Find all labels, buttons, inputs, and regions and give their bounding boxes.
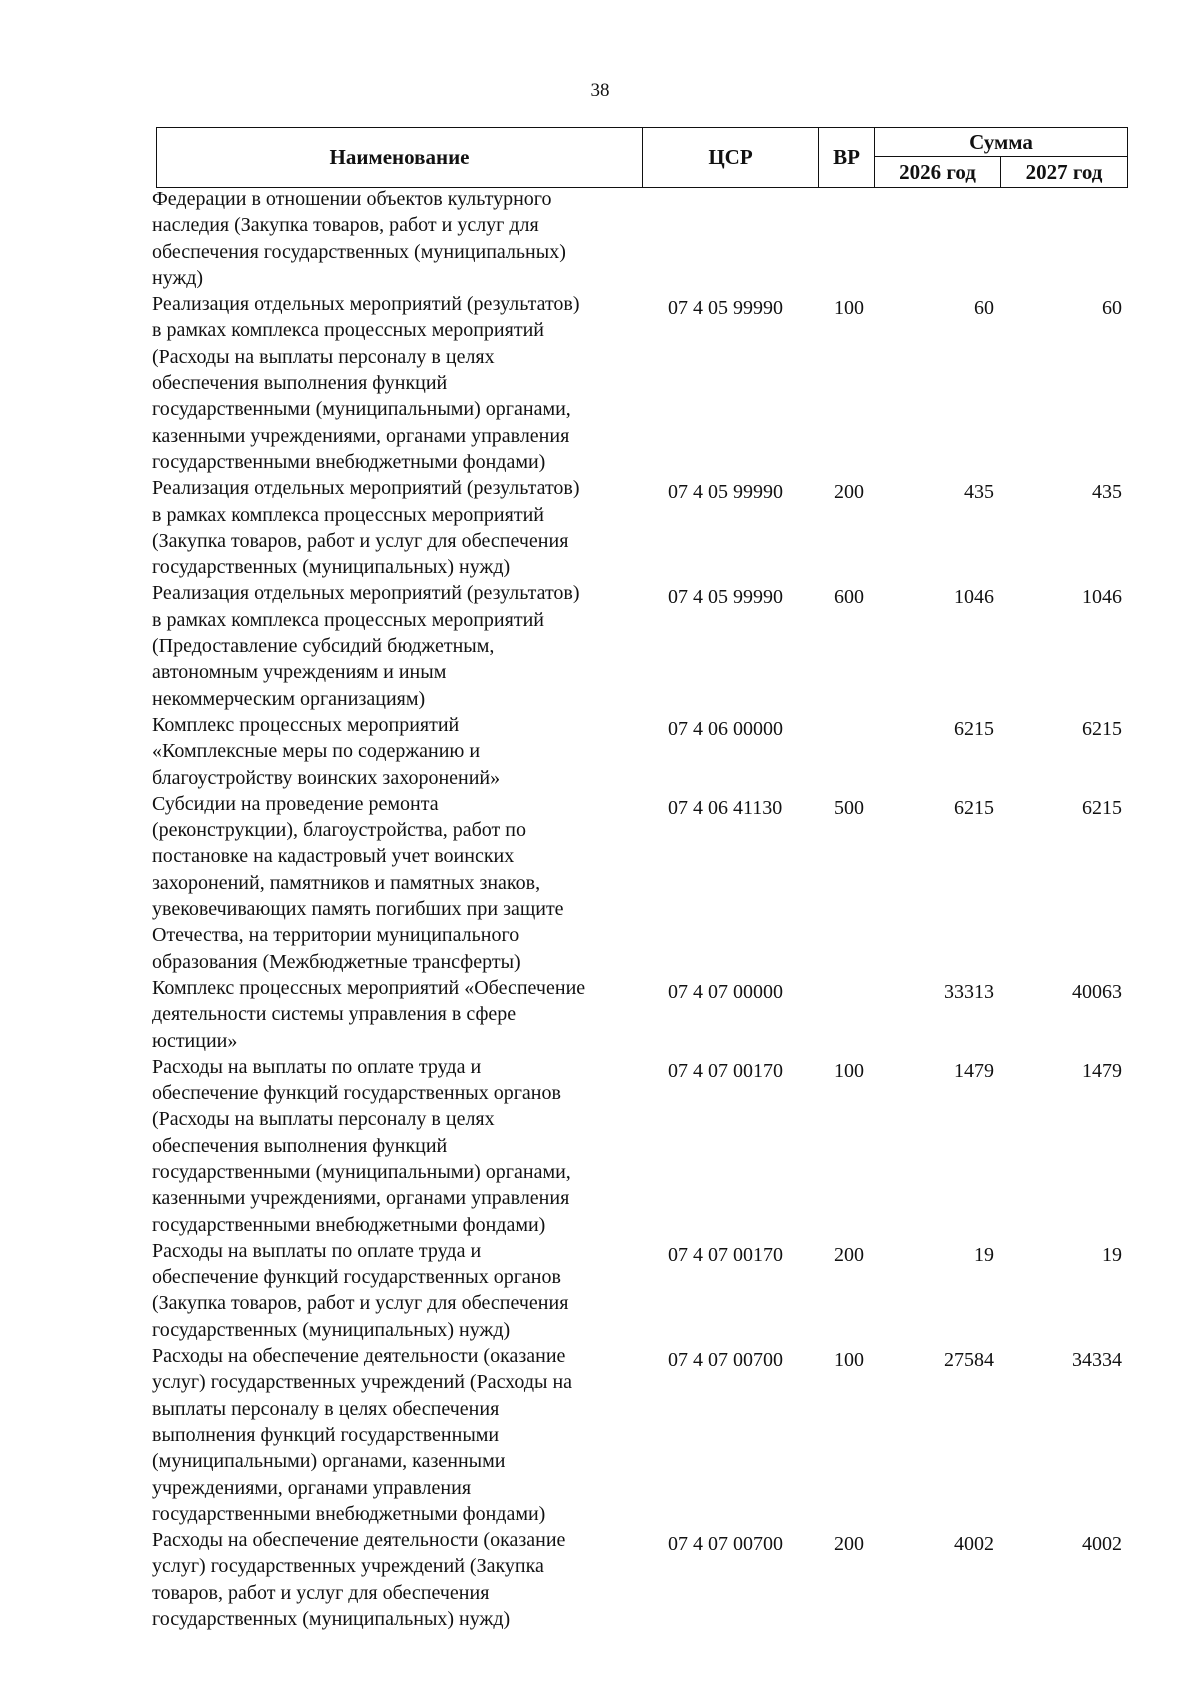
row-vr: 100 <box>834 1059 864 1082</box>
row-name-line: деятельности системы управления в сфере <box>152 1003 517 1026</box>
table-row <box>0 1343 1200 1527</box>
table-row <box>0 1054 1200 1238</box>
row-name-line: Субсидии на проведение ремонта <box>152 792 439 815</box>
header-year-2026: 2026 год <box>875 157 1001 187</box>
row-name-line: юстиции» <box>152 1029 238 1052</box>
row-name-line: Расходы на обеспечение деятельности (оказание <box>152 1345 566 1368</box>
row-name <box>152 712 632 791</box>
row-name <box>152 975 632 1054</box>
row-sum-2026: 1479 <box>954 1059 994 1082</box>
row-name-line: (Закупка товаров, работ и услуг для обеспечения <box>152 529 569 552</box>
header-name: Наименование <box>157 128 643 187</box>
row-csr: 07 4 07 00170 <box>668 1059 783 1082</box>
row-name-line: Расходы на выплаты по оплате труда и <box>152 1055 482 1078</box>
row-sum-2026: 1046 <box>954 586 994 609</box>
row-name-line: учреждениями, органами управления <box>152 1476 472 1499</box>
row-csr: 07 4 06 41130 <box>668 796 783 819</box>
row-name-line: услуг) государственных учреждений (Расходы на <box>152 1371 573 1394</box>
table-header <box>156 127 1128 188</box>
row-name-line: обеспечения выполнения функций <box>152 1134 448 1157</box>
row-name-line: (Предоставление субсидий бюджетным, <box>152 635 495 658</box>
row-name-line: обеспечения государственных (муниципальных) <box>152 240 566 263</box>
table-row <box>0 975 1200 1054</box>
row-vr: 600 <box>834 586 864 609</box>
row-sum-2027: 1479 <box>1082 1059 1122 1082</box>
row-name <box>152 580 632 711</box>
row-name <box>152 291 632 475</box>
row-sum-2026: 60 <box>974 297 994 320</box>
row-name-line: (Расходы на выплаты персоналу в целях <box>152 345 495 368</box>
row-name-line: услуг) государственных учреждений (Закупка <box>152 1555 544 1578</box>
table-row <box>0 791 1200 975</box>
row-name-line: государственными внебюджетными фондами) <box>152 450 546 473</box>
row-sum-2027: 435 <box>1092 481 1122 504</box>
header-sum: Сумма <box>875 128 1127 157</box>
row-name-line: Реализация отдельных мероприятий (результатов) <box>152 293 580 316</box>
row-name <box>152 791 632 975</box>
row-name-line: государственных (муниципальных) нужд) <box>152 556 511 579</box>
row-name-line: Реализация отдельных мероприятий (результатов) <box>152 582 580 605</box>
row-name-line: Расходы на выплаты по оплате труда и <box>152 1239 482 1262</box>
table-row <box>0 291 1200 475</box>
row-name-line: «Комплексные меры по содержанию и <box>152 740 481 763</box>
row-sum-2026: 27584 <box>944 1349 994 1372</box>
row-name-line: благоустройству воинских захоронений» <box>152 766 501 789</box>
row-csr: 07 4 07 00700 <box>668 1349 783 1372</box>
row-name-line: в рамках комплекса процессных мероприятий <box>152 503 544 526</box>
row-csr: 07 4 07 00000 <box>668 980 783 1003</box>
row-name-line: выплаты персоналу в целях обеспечения <box>152 1397 500 1420</box>
row-sum-2027: 19 <box>1102 1243 1122 1266</box>
header-vr: ВР <box>819 128 875 187</box>
row-vr: 200 <box>834 481 864 504</box>
row-name-line: казенными учреждениями, органами управления <box>152 1187 570 1210</box>
row-sum-2026: 435 <box>964 481 994 504</box>
row-name-line: в рамках комплекса процессных мероприятий <box>152 319 544 342</box>
row-sum-2026: 6215 <box>954 717 994 740</box>
row-name-line: казенными учреждениями, органами управления <box>152 424 570 447</box>
row-name-line: обеспечение функций государственных органов <box>152 1082 561 1105</box>
row-name-line: обеспечения выполнения функций <box>152 372 448 395</box>
row-name-line: Федерации в отношении объектов культурного <box>152 188 552 210</box>
row-vr: 200 <box>834 1533 864 1556</box>
row-name-line: (реконструкции), благоустройства, работ по <box>152 819 526 842</box>
row-name-line: обеспечение функций государственных органов <box>152 1266 561 1289</box>
row-vr: 100 <box>834 1349 864 1372</box>
row-sum-2027: 60 <box>1102 297 1122 320</box>
table-row <box>0 186 1200 291</box>
table-row <box>0 712 1200 791</box>
row-sum-2027: 6215 <box>1082 717 1122 740</box>
row-csr: 07 4 07 00700 <box>668 1533 783 1556</box>
row-csr: 07 4 05 99990 <box>668 481 783 504</box>
row-name-line: Расходы на обеспечение деятельности (оказание <box>152 1529 566 1552</box>
row-name-line: Комплекс процессных мероприятий <box>152 713 460 736</box>
row-sum-2027: 34334 <box>1072 1349 1122 1372</box>
row-name-line: Комплекс процессных мероприятий «Обеспечение <box>152 976 586 999</box>
row-csr: 07 4 05 99990 <box>668 586 783 609</box>
row-name-line: товаров, работ и услуг для обеспечения <box>152 1581 490 1604</box>
row-name-line: автономным учреждениям и иным <box>152 661 447 684</box>
row-name-line: образования (Межбюджетные трансферты) <box>152 950 521 973</box>
row-name-line: постановке на кадастровый учет воинских <box>152 845 515 868</box>
row-csr: 07 4 05 99990 <box>668 297 783 320</box>
table-row <box>0 580 1200 711</box>
row-name-line: (муниципальными) органами, казенными <box>152 1450 506 1473</box>
row-sum-2026: 6215 <box>954 796 994 819</box>
row-name-line: (Расходы на выплаты персоналу в целях <box>152 1108 495 1131</box>
row-name <box>152 1343 632 1527</box>
row-name-line: в рамках комплекса процессных мероприятий <box>152 608 544 631</box>
row-sum-2027: 4002 <box>1082 1533 1122 1556</box>
row-name <box>152 475 632 580</box>
row-name-line: некоммерческим организациям) <box>152 687 426 710</box>
header-csr: ЦСР <box>643 128 819 187</box>
row-name-line: наследия (Закупка товаров, работ и услуг для <box>152 214 539 237</box>
row-name-line: захоронений, памятников и памятных знаков, <box>152 871 541 894</box>
row-name-line: Реализация отдельных мероприятий (результатов) <box>152 477 580 500</box>
row-name-line: государственными (муниципальными) органами, <box>152 398 571 421</box>
row-sum-2027: 40063 <box>1072 980 1122 1003</box>
row-name-line: увековечивающих память погибших при защите <box>152 898 564 921</box>
row-name <box>152 186 632 291</box>
row-sum-2026: 4002 <box>954 1533 994 1556</box>
row-name-line: государственными (муниципальными) органами, <box>152 1160 571 1183</box>
row-name-line: государственными внебюджетными фондами) <box>152 1213 546 1236</box>
row-name <box>152 1527 632 1632</box>
row-name-line: выполнения функций государственными <box>152 1423 500 1446</box>
row-sum-2026: 33313 <box>944 980 994 1003</box>
table-body <box>0 186 1200 1632</box>
table-row <box>0 1238 1200 1343</box>
row-name <box>152 1054 632 1238</box>
row-vr: 100 <box>834 297 864 320</box>
table-row <box>0 1527 1200 1632</box>
row-name-line: государственных (муниципальных) нужд) <box>152 1608 511 1631</box>
row-name-line: государственных (муниципальных) нужд) <box>152 1318 511 1341</box>
row-name-line: государственными внебюджетными фондами) <box>152 1502 546 1525</box>
table-row <box>0 475 1200 580</box>
row-name-line: (Закупка товаров, работ и услуг для обеспечения <box>152 1292 569 1315</box>
row-sum-2027: 1046 <box>1082 586 1122 609</box>
row-vr: 200 <box>834 1243 864 1266</box>
row-sum-2026: 19 <box>974 1243 994 1266</box>
row-name <box>152 1238 632 1343</box>
row-csr: 07 4 06 00000 <box>668 717 783 740</box>
row-name-line: нужд) <box>152 266 204 289</box>
row-vr: 500 <box>834 796 864 819</box>
page-number: 38 <box>590 80 610 101</box>
row-csr: 07 4 07 00170 <box>668 1243 783 1266</box>
row-sum-2027: 6215 <box>1082 796 1122 819</box>
header-year-2027: 2027 год <box>1025 159 1103 184</box>
row-name-line: Отечества, на территории муниципального <box>152 924 520 947</box>
